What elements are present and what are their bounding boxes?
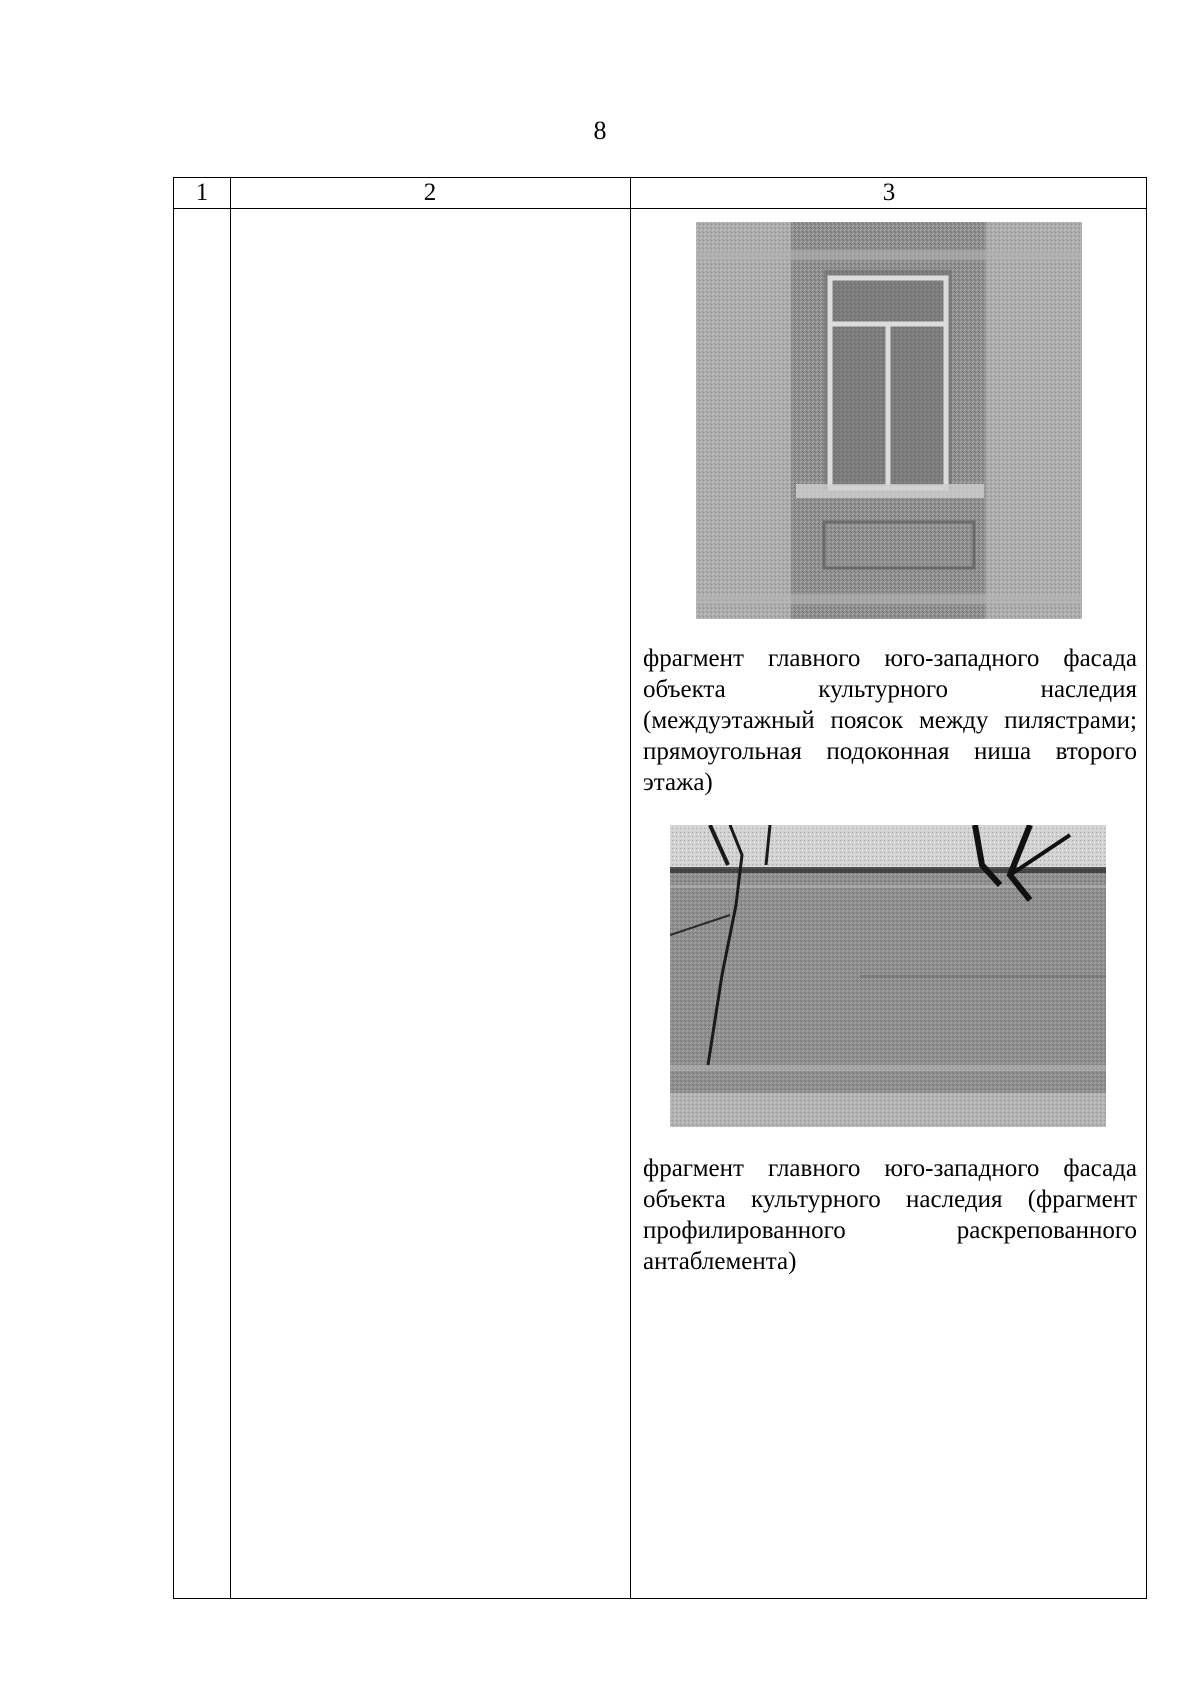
document-table	[173, 177, 1147, 1599]
column-divider-2	[630, 178, 631, 1598]
header-row-divider	[174, 208, 1146, 209]
column-header-1: 1	[195, 179, 209, 206]
facade-window-photo	[696, 222, 1082, 619]
column-header-2: 2	[423, 179, 437, 206]
column-header-3: 3	[882, 179, 896, 206]
facade-entablature-photo	[670, 825, 1106, 1127]
photo-caption-2: фрагмент главного юго-западного фасада объекта культурного наследия (фрагмент профилированного раскрепованного антаблемента)	[643, 1155, 1137, 1275]
column-divider-1	[230, 178, 231, 1598]
page-number: 8	[593, 116, 607, 145]
photo-caption-1: фрагмент главного юго-западного фасада объекта культурного наследия (междуэтажный поясок между пилястрами; прямоугольная подоконная ниша второго этажа)	[643, 645, 1137, 796]
